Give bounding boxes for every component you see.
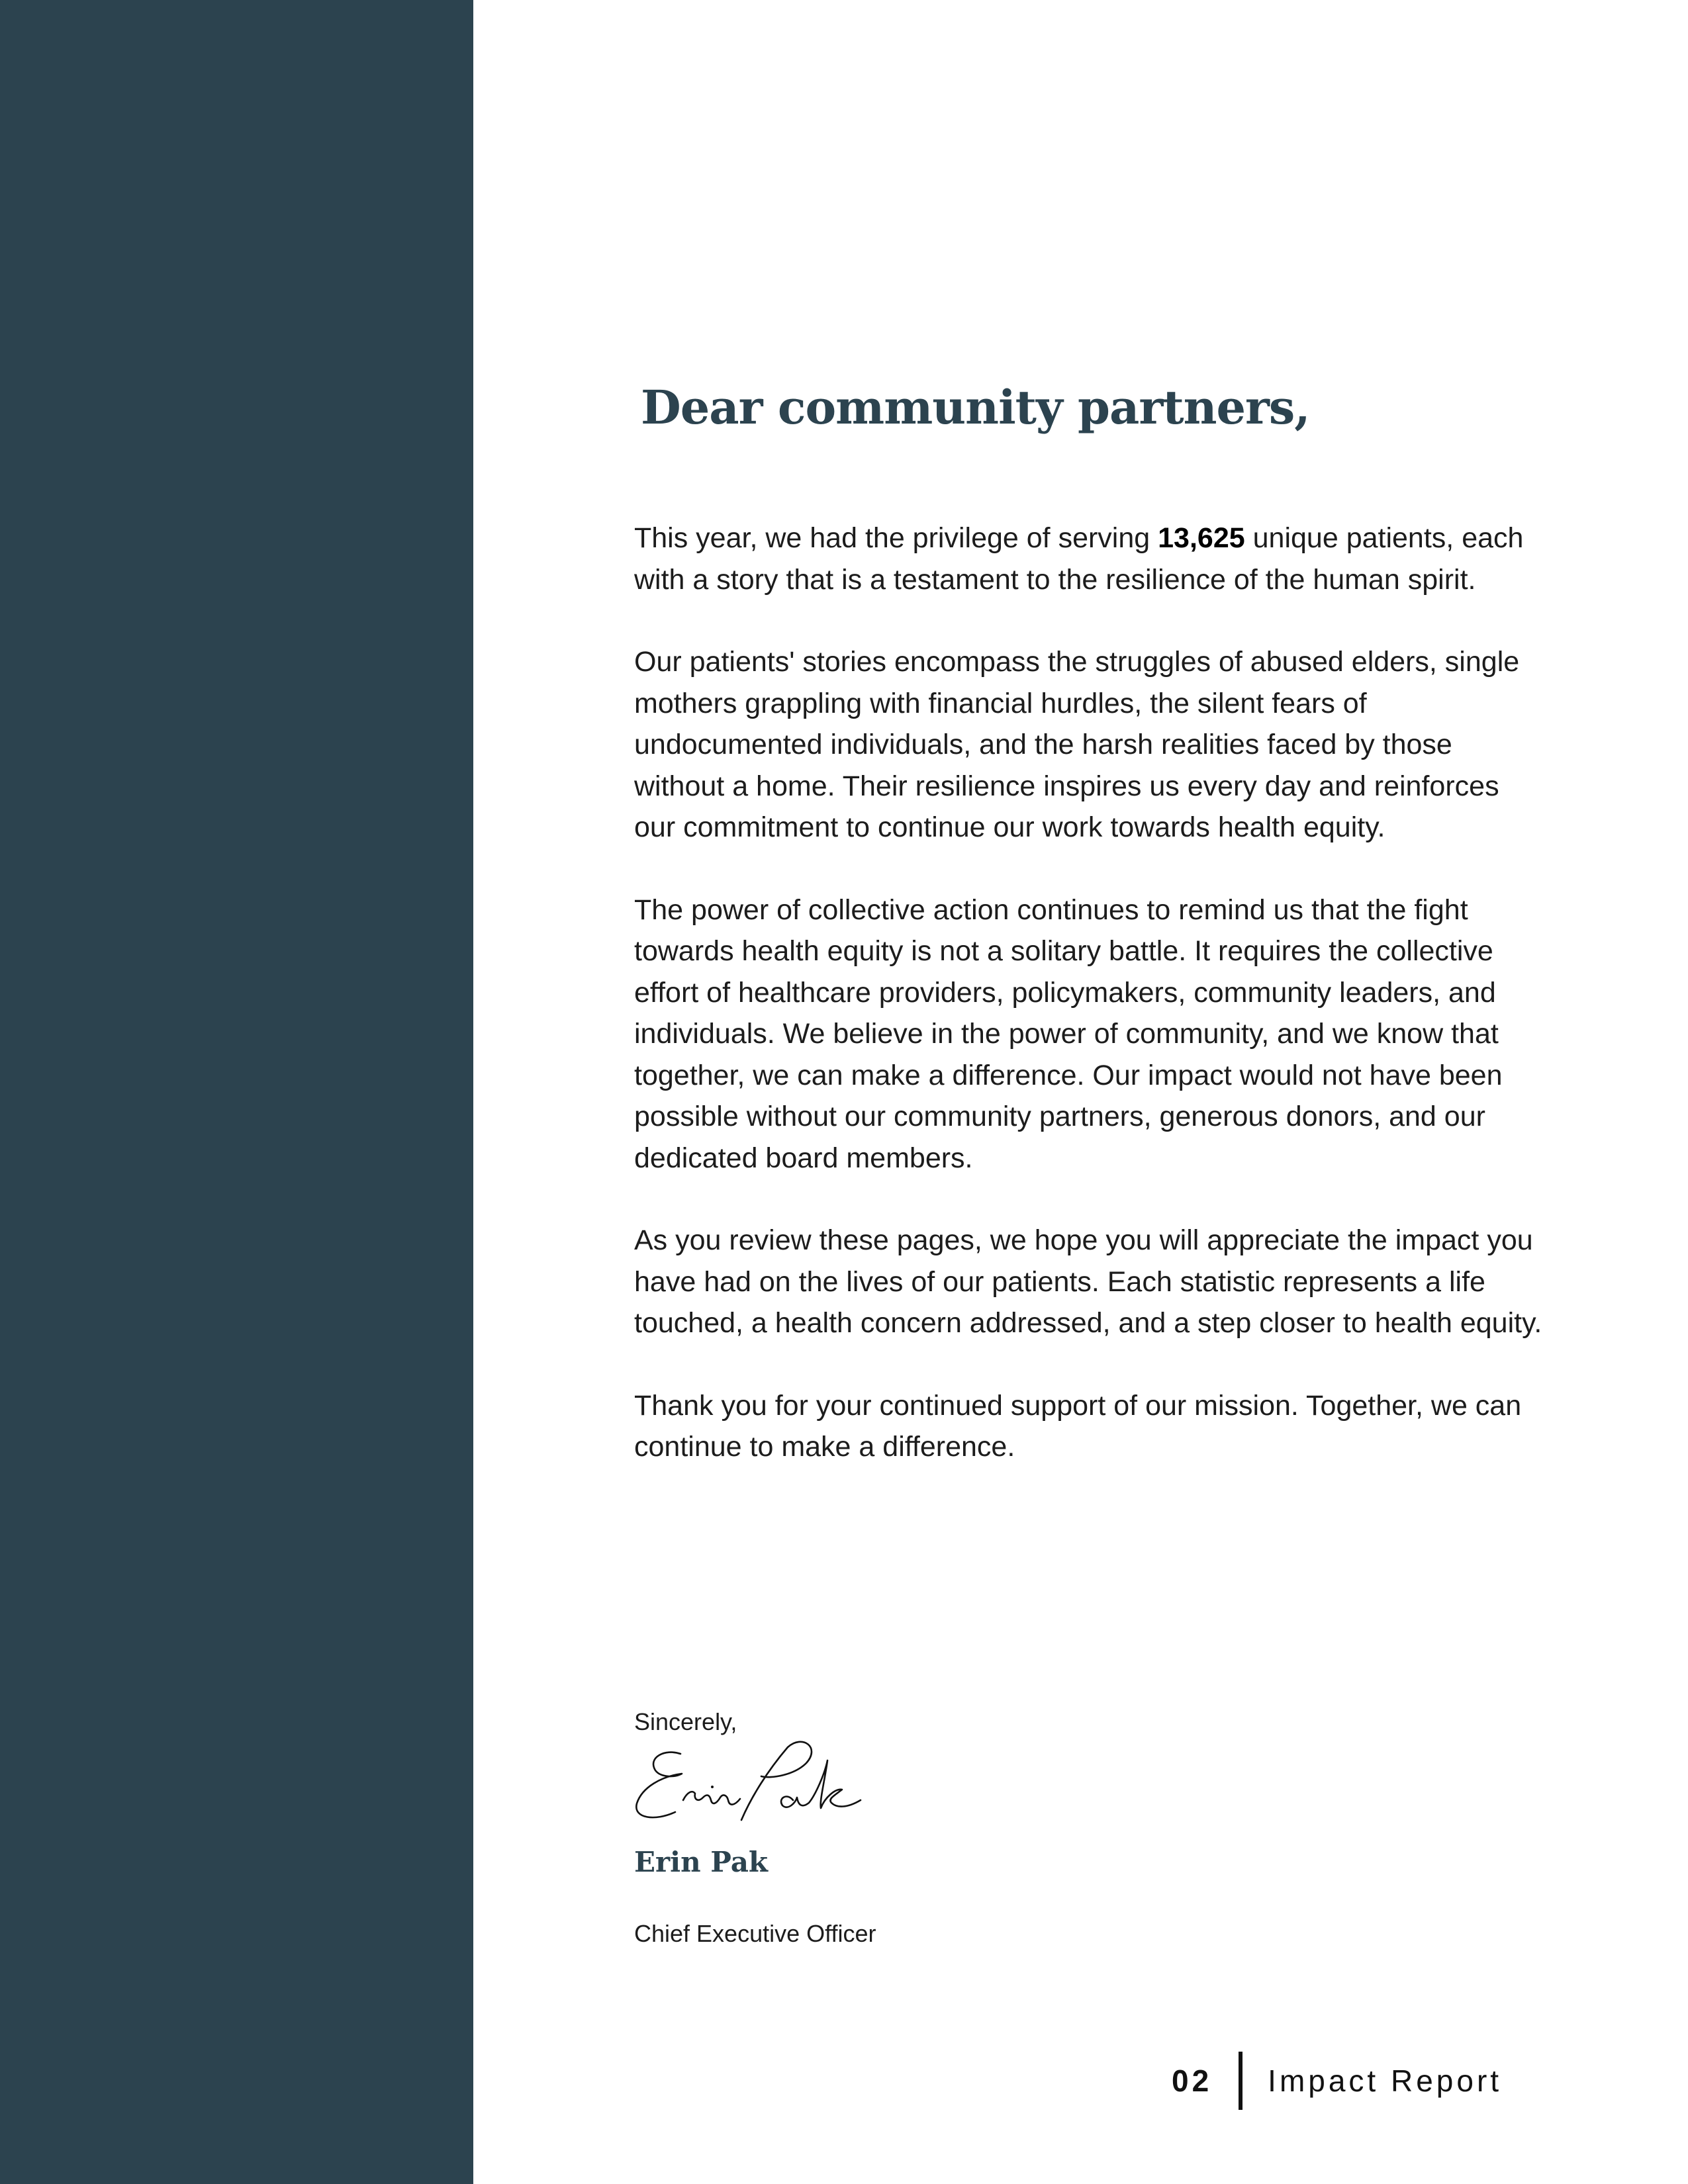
handwritten-signature (629, 1734, 874, 1833)
signer-name: Erin Pak (634, 1846, 769, 1878)
closing-text: Sincerely, (634, 1708, 737, 1735)
paragraph-1 (634, 518, 1548, 600)
page-footer (1172, 2052, 1502, 2110)
letter-paragraphs (634, 518, 1574, 1468)
paragraph-1-after: unique patients, each with a story that is a testament to the resilience of the human spirit. (634, 522, 1524, 596)
page-number: 02 (1172, 2064, 1213, 2098)
paragraph-2: Our patients' stories encompass the struggles of abused elders, single mothers grappling with financial hurdles, the silent fears of undocumented individuals, and the harsh realities faced by those without a home. Their resilience inspires us every day and reinforces our commitment to continue our work towards health equity. (634, 646, 1520, 843)
signer-title: Chief Executive Officer (634, 1920, 876, 1947)
report-title: Impact Report (1268, 2064, 1503, 2098)
paragraph-4: As you review these pages, we hope you will appreciate the impact you have had on the lives of our patients. Each statistic represents a life touched, a health concern addressed, and a step closer to health equity. (634, 1224, 1542, 1339)
patients-served-count: 13,625 (1158, 522, 1245, 554)
paragraph-1-before: This year, we had the privilege of serving (634, 522, 1158, 554)
paragraph-5: Thank you for your continued support of our mission. Together, we can continue to make a difference. (634, 1389, 1522, 1463)
letter-body (634, 371, 1574, 1509)
salutation-heading: Dear community partners, (641, 380, 1310, 435)
footer-divider (1239, 2052, 1243, 2110)
paragraph-3: The power of collective action continues to remind us that the fight towards health equity is not a solitary battle. It requires the collective effort of healthcare providers, policymakers, community leaders, and individuals. We believe in the power of community, and we know that together, we can make a difference. Our impact would not have been possible without our community partners, generous donors, and our dedicated board members. (634, 893, 1503, 1174)
sidebar-panel (0, 0, 473, 2184)
